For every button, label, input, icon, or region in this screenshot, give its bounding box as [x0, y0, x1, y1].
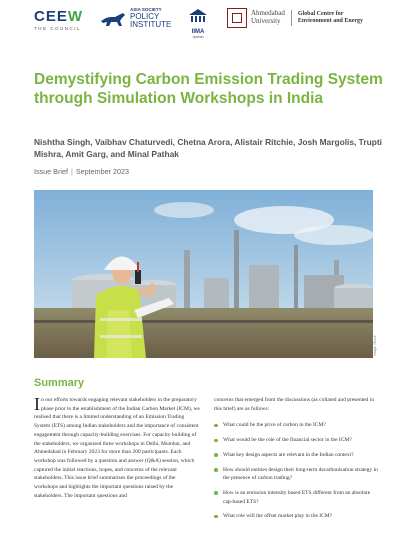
summary-column-2 [214, 396, 380, 527]
list-item: What role will the offset market play in the ICM? [214, 512, 380, 521]
gcee-line1: Global Centre for [297, 10, 344, 17]
list-item: What key design aspects are relevant in the Indian context? [214, 451, 380, 460]
ceew-logo [34, 8, 86, 31]
ceew-tagline: THE COUNCIL [34, 26, 82, 31]
summary-text-2: concerns that emerged from the discussions (as collated and presented in this brief) are as follows: [214, 397, 374, 412]
list-item: What could be the price of carbon in the ICM? [214, 421, 380, 430]
summary-heading: Summary [34, 377, 85, 389]
iima-name: IIMA [191, 29, 205, 35]
summary-column-1 [34, 396, 200, 500]
ahmedabad-university-logo [227, 8, 397, 28]
image-credit: Image: iStock [373, 335, 377, 356]
ahmedabad-emblem-icon [227, 8, 247, 28]
list-item: What would be the role of the financial sector in the ICM? [214, 436, 380, 445]
iima-emblem-icon [187, 8, 209, 24]
ahmedabad-name-line2: University [251, 17, 281, 25]
asia-society-line2: POLICY [130, 11, 160, 21]
meta-separator: | [70, 167, 73, 176]
hero-image [34, 190, 373, 358]
summary-text-1: n our efforts towards engaging relevant stakeholders in the preparatory phase prior to the establishment of the Indian Carbon Market (ICM), we realised that there is a limited understanding of an Emission Trading System (ETS) among Indian stakeholders and the importance of consistent engagement through capacity-building exercises. For capacity building of the stakeholders, we organised three workshops in Delhi, Mumbai, and Ahmedabad in February 2023 for more than 200 participants. Each workshop was followed by a question and answer (Q&A) session, which captured the initial reactions, hopes, and concerns of the relevant stakeholders. This issue brief summarises the proceedings of the workshops and highlights the important questions raised by the stakeholders. The important questions and [34, 397, 200, 499]
iima-sub: अहमदाबाद [192, 35, 204, 39]
asia-society-line3: INSTITUTE [130, 20, 172, 30]
ceew-wordmark-part2: W [67, 8, 84, 25]
asia-society-logo [100, 8, 180, 30]
document-title: Demystifying Carbon Emission Trading System through Simulation Workshops in India [34, 71, 383, 107]
publication-meta [34, 167, 129, 176]
list-item: How should entities design their long-term decarbonisation strategy in the presence of carbon trading? [214, 466, 380, 483]
gcee-line2: Environment and Energy [297, 18, 364, 24]
question-list [214, 421, 380, 521]
ahmedabad-name-line1: Ahmedabad [251, 9, 285, 18]
publication-date: September 2023 [75, 167, 129, 176]
iima-logo [184, 8, 212, 39]
authors: Nishtha Singh, Vaibhav Chaturvedi, Chetna Arora, Alistair Ritchie, Josh Margolis, Trupti Mishra, Amit Garg, and Minal Pathak [34, 137, 382, 159]
ceew-wordmark-part1: CEE [34, 8, 68, 25]
asia-society-line1: ASIA SOCIETY [130, 7, 162, 12]
partner-logos [34, 8, 394, 38]
publication-type: Issue Brief [34, 167, 68, 176]
tiger-icon [100, 9, 126, 29]
drop-cap: I [34, 394, 40, 414]
list-item: How is an emission intensity based ETS different from an absolute cap-based ETS? [214, 489, 380, 506]
